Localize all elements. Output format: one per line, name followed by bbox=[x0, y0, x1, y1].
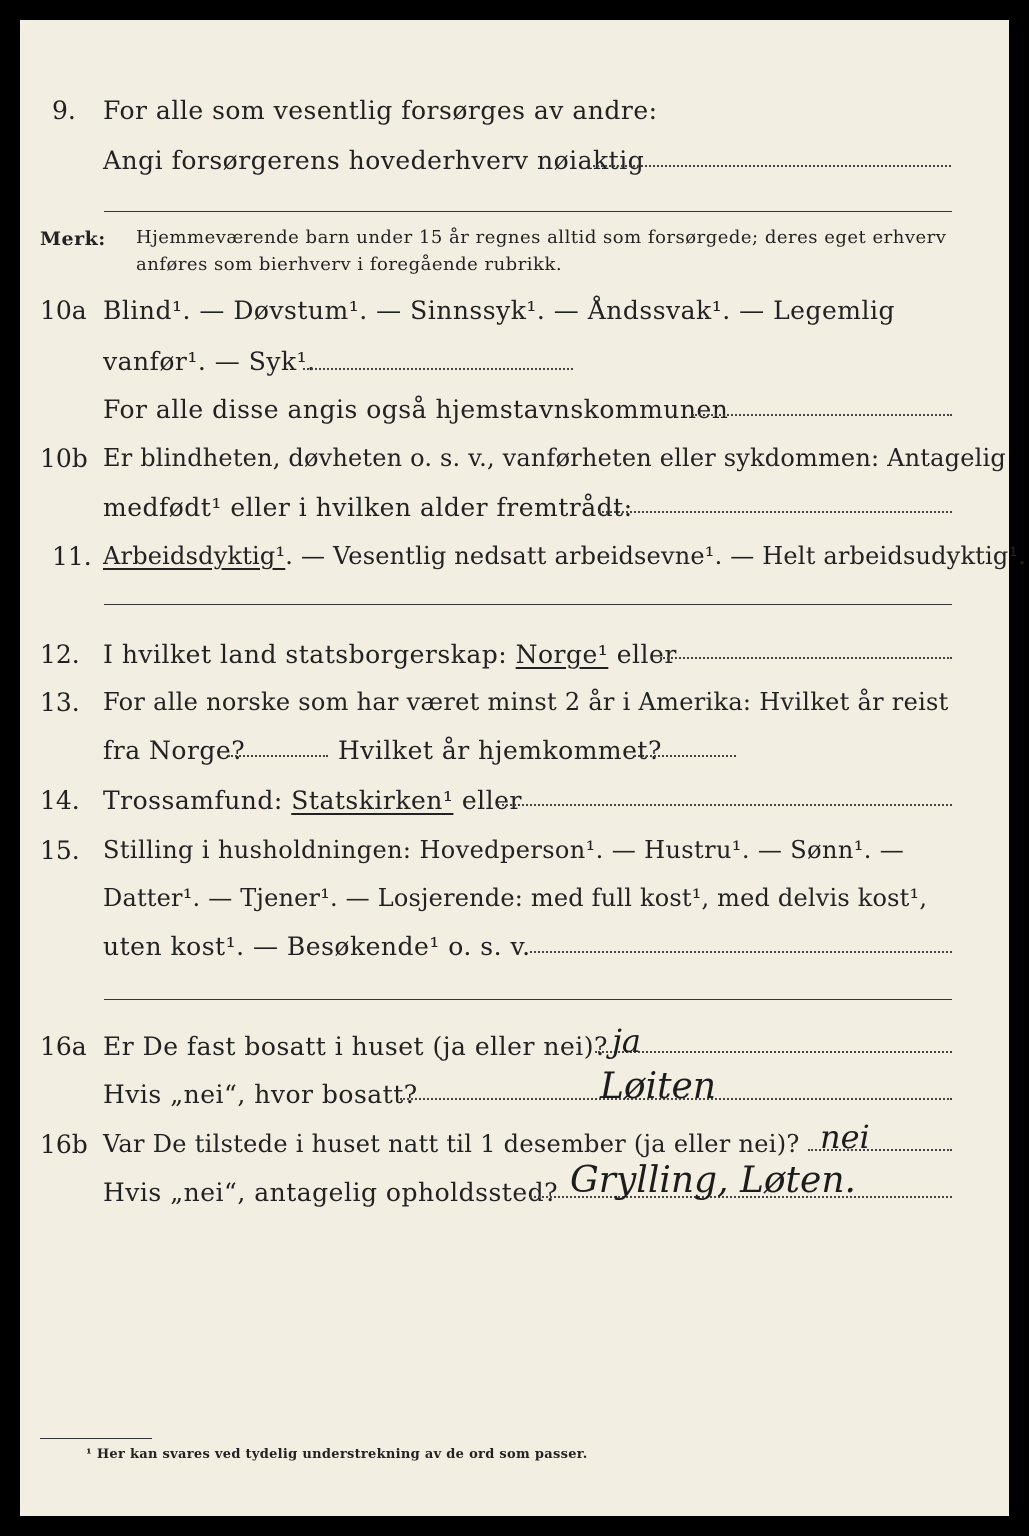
q10a-options-line1: Blind¹. — Døvstum¹. — Sinnssyk¹. — Åndssvak¹. — Legemlig bbox=[103, 296, 895, 325]
q16a-number: 16a bbox=[40, 1032, 87, 1061]
q16a-question: Er De fast bosatt i huset (ja eller nei)? bbox=[103, 1032, 608, 1061]
q12-option-norge[interactable]: Norge¹ bbox=[515, 640, 609, 669]
q13-reist-answer-line[interactable] bbox=[228, 755, 328, 757]
q10a-syk-answer-line[interactable] bbox=[303, 368, 573, 370]
q10b-question-line1: Er blindheten, døvheten o. s. v., vanførheten eller sykdommen: Antagelig bbox=[103, 444, 1006, 472]
q15-options-line3: uten kost¹. — Besøkende¹ o. s. v. bbox=[103, 932, 531, 961]
merk-note-line1: Hjemmeværende barn under 15 år regnes alltid som forsørgede; deres eget erhverv bbox=[136, 227, 947, 248]
merk-note-line2: anføres som bierhverv i foregående rubrikk. bbox=[136, 254, 563, 275]
merk-label: Merk: bbox=[40, 228, 106, 250]
q11-option-arbeidsdyktig[interactable]: Arbeidsdyktig¹ bbox=[103, 542, 286, 570]
q16b-question: Var De tilstede i huset natt til 1 desember (ja eller nei)? bbox=[103, 1130, 800, 1158]
q14-number: 14. bbox=[40, 786, 80, 815]
q16a-answer-line[interactable] bbox=[595, 1051, 952, 1053]
q9-sub-question: Angi forsørgerens hovederhverv nøiaktig bbox=[103, 146, 645, 175]
q14-question-text: Trossamfund: bbox=[103, 786, 283, 815]
q15-options-line2: Datter¹. — Tjener¹. — Losjerende: med full kost¹, med delvis kost¹, bbox=[103, 884, 928, 912]
q11-other-options: . — Vesentlig nedsatt arbeidsevne¹. — Helt arbeidsudyktig¹. bbox=[285, 542, 1027, 570]
q10a-options-line2: vanfør¹. — Syk¹. bbox=[103, 347, 316, 376]
q10a-hjemstavn-answer-line[interactable] bbox=[692, 414, 952, 416]
q13-hjemkommet-question: Hvilket år hjemkommet? bbox=[338, 736, 662, 765]
footnote: ¹ Her kan svares ved tydelig understrekning av de ord som passer. bbox=[86, 1447, 588, 1462]
q16b-opholdssted-question: Hvis „nei“, antagelig opholdssted? bbox=[103, 1178, 559, 1207]
q11-answer-line[interactable] bbox=[104, 604, 952, 605]
q12-eller: eller bbox=[616, 640, 677, 669]
q11-number: 11. bbox=[52, 542, 92, 571]
q13-number: 13. bbox=[40, 688, 80, 717]
q12-number: 12. bbox=[40, 640, 80, 669]
q14-answer-line[interactable] bbox=[497, 804, 952, 806]
q10a-hjemstavn-question: For alle disse angis også hjemstavnskommunen bbox=[103, 395, 729, 424]
q16b-opholdssted-handwritten-answer: Grylling, Løten. bbox=[570, 1160, 856, 1201]
q10b-answer-line[interactable] bbox=[598, 511, 952, 513]
q9-number: 9. bbox=[52, 96, 76, 125]
q16a-bosatt-handwritten-answer: Løiten bbox=[600, 1066, 717, 1107]
q10a-number: 10a bbox=[40, 296, 87, 325]
q12-question bbox=[103, 640, 677, 669]
q12-question-text: I hvilket land statsborgerskap: bbox=[103, 640, 508, 669]
q14-question bbox=[103, 786, 522, 815]
q9-question: For alle som vesentlig forsørges av andre: bbox=[103, 96, 658, 125]
q9-answer-line-2[interactable] bbox=[104, 211, 952, 212]
q16a-bosatt-question: Hvis „nei“, hvor bosatt? bbox=[103, 1080, 418, 1109]
q10b-question-line2: medfødt¹ eller i hvilken alder fremtrådt: bbox=[103, 493, 633, 522]
q16b-handwritten-answer: nei bbox=[820, 1118, 870, 1156]
q16a-handwritten-answer: ja bbox=[612, 1022, 641, 1060]
q12-answer-line[interactable] bbox=[660, 657, 952, 659]
q15-options-line1: Stilling i husholdningen: Hovedperson¹. — Hustru¹. — Sønn¹. — bbox=[103, 836, 905, 864]
q9-answer-line[interactable] bbox=[593, 165, 951, 167]
q14-option-statskirken[interactable]: Statskirken¹ bbox=[291, 786, 454, 815]
footnote-divider bbox=[40, 1438, 152, 1439]
q15-number: 15. bbox=[40, 836, 80, 865]
q14-eller: eller bbox=[461, 786, 522, 815]
q15-answer-line-2[interactable] bbox=[104, 999, 952, 1000]
q13-hjemkommet-answer-line[interactable] bbox=[634, 755, 736, 757]
q16b-number: 16b bbox=[40, 1130, 88, 1159]
q15-answer-line[interactable] bbox=[530, 951, 952, 953]
q13-reist-question: fra Norge? bbox=[103, 736, 246, 765]
q10b-number: 10b bbox=[40, 444, 88, 473]
q11-options bbox=[103, 542, 1026, 570]
q13-question-line1: For alle norske som har været minst 2 år i Amerika: Hvilket år reist bbox=[103, 688, 949, 716]
census-form-page bbox=[20, 20, 1027, 1516]
